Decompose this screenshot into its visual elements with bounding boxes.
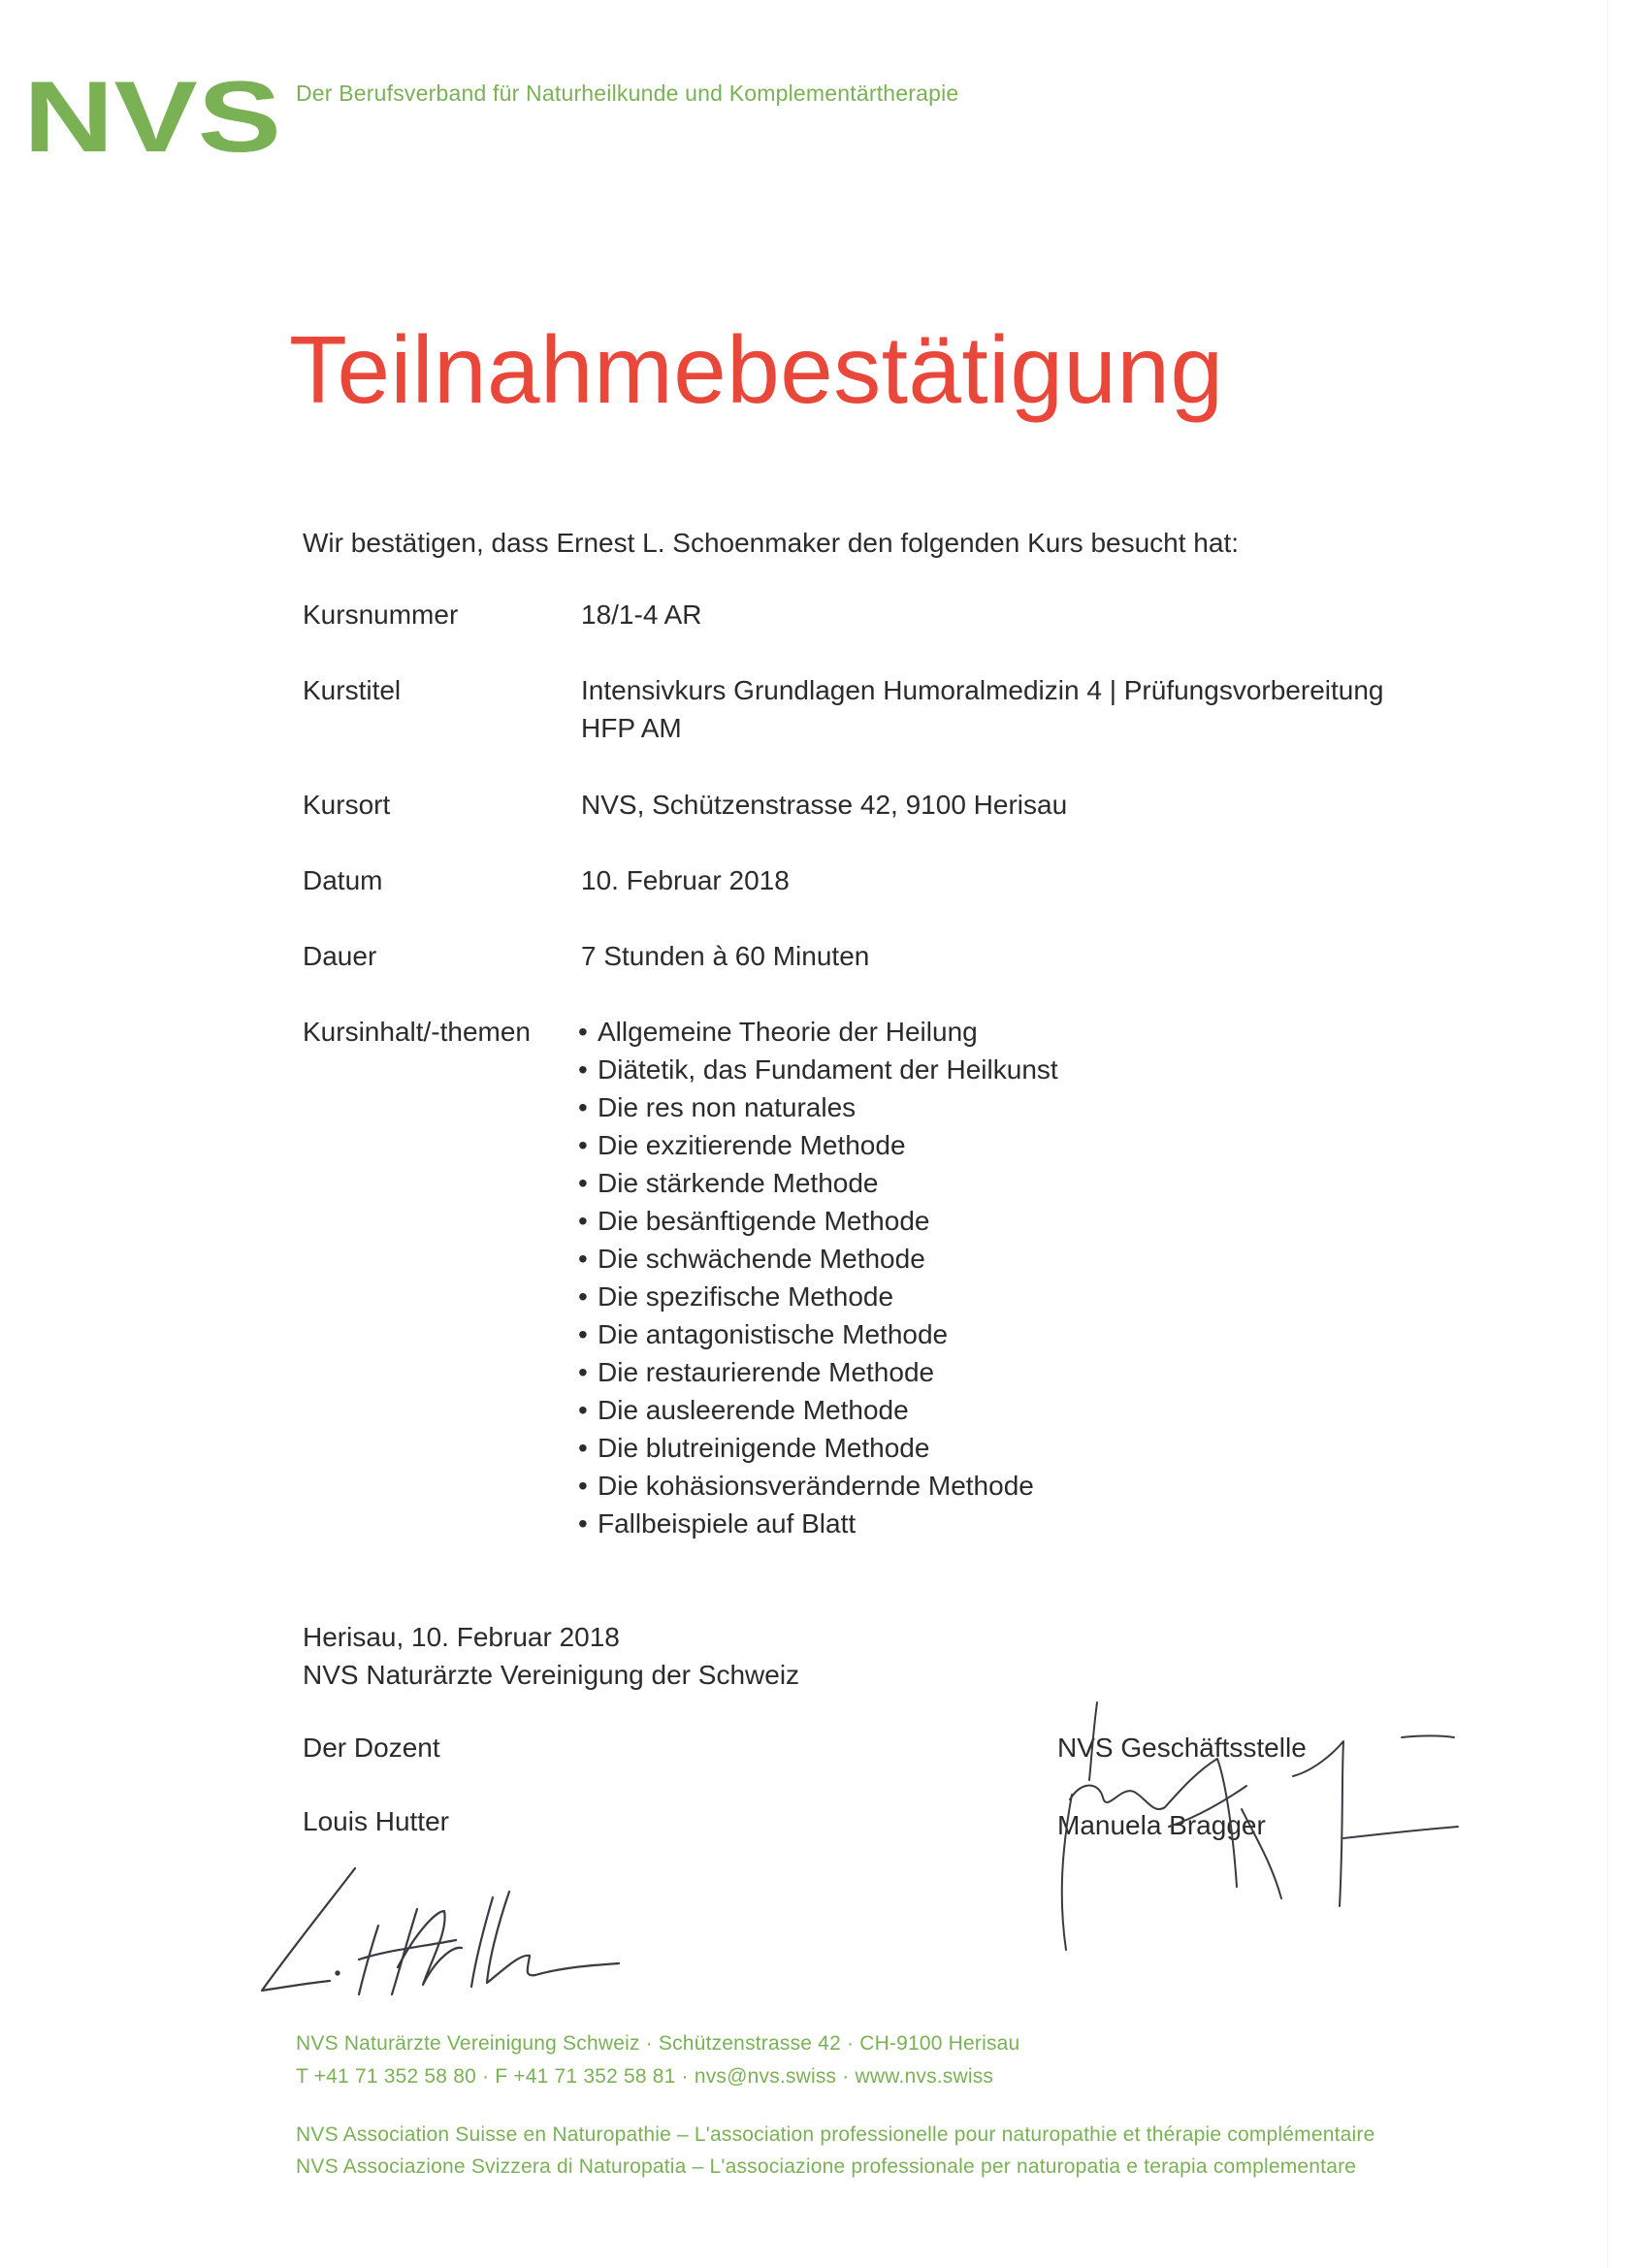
topic-text: Die res non naturales (598, 1092, 857, 1122)
kursnummer-label: Kursnummer (303, 599, 459, 630)
dauer-value: 7 Stunden à 60 Minuten (581, 941, 870, 971)
topic-text: Allgemeine Theorie der Heilung (598, 1017, 978, 1047)
bullet: • (578, 1471, 588, 1501)
list-item (578, 1088, 1058, 1126)
list-item (578, 1202, 1058, 1240)
right-signatory-name: Manuela Bragger (1057, 1810, 1266, 1840)
topic-text: Die schwächende Methode (598, 1244, 925, 1274)
datum-label: Datum (303, 865, 383, 895)
kurstitel-label: Kurstitel (303, 675, 402, 705)
list-item (578, 1051, 1058, 1088)
kurstitel-value-line2: HFP AM (581, 713, 682, 743)
list-item (578, 1240, 1058, 1278)
bullet: • (578, 1168, 588, 1198)
bullet: • (578, 1319, 588, 1349)
nvs-logo (23, 76, 285, 155)
kursort-label: Kursort (303, 790, 391, 820)
place-date: Herisau, 10. Februar 2018 (303, 1622, 620, 1652)
kursnummer-value: 18/1-4 AR (581, 599, 702, 630)
topic-text: Fallbeispiele auf Blatt (598, 1508, 857, 1539)
svg-text:NVS: NVS (23, 76, 281, 155)
closing-block (303, 1618, 799, 1694)
footer-address: NVS Naturärzte Vereinigung Schweiz · Schützenstrasse 42 · CH-9100 Herisau (296, 2032, 1020, 2055)
topic-text: Die antagonistische Methode (598, 1319, 949, 1349)
right-handwritten-signature (1052, 1693, 1470, 1964)
dauer-label: Dauer (303, 941, 377, 971)
kurstitel-value-line1: Intensivkurs Grundlagen Humoralmedizin 4 | Prüfungsvorbereitung (581, 675, 1384, 705)
topic-text: Die spezifische Methode (598, 1281, 894, 1312)
organization-name: NVS Naturärzte Vereinigung der Schweiz (303, 1660, 800, 1690)
right-signatory-role: NVS Geschäftsstelle (1057, 1733, 1307, 1763)
bullet: • (578, 1244, 588, 1274)
scan-edge (1607, 0, 1608, 2268)
list-item (578, 1429, 1058, 1467)
footer-italian: NVS Associazione Svizzera di Naturopatia – L'associazione professionale per naturopatia e terapia complementare (296, 2155, 1357, 2178)
left-signatory-name: Louis Hutter (303, 1806, 449, 1836)
bullet: • (578, 1433, 588, 1463)
list-item (578, 1353, 1058, 1391)
bullet: • (578, 1130, 588, 1160)
intro-text: Wir bestätigen, dass Ernest L. Schoenmaker den folgenden Kurs besucht hat: (303, 528, 1240, 558)
list-item (578, 1164, 1058, 1202)
topic-list (578, 1013, 1058, 1542)
topic-text: Die blutreinigende Methode (598, 1433, 930, 1463)
list-item (578, 1505, 1058, 1542)
bullet: • (578, 1395, 588, 1425)
bullet: • (578, 1508, 588, 1539)
kursinhalt-label: Kursinhalt/-themen (303, 1017, 532, 1047)
topic-text: Die kohäsionsverändernde Methode (598, 1471, 1034, 1501)
bullet: • (578, 1092, 588, 1122)
left-signatory-role: Der Dozent (303, 1733, 440, 1763)
bullet: • (578, 1281, 588, 1312)
bullet: • (578, 1357, 588, 1387)
topic-text: Diätetik, das Fundament der Heilkunst (598, 1054, 1058, 1085)
topic-text: Die besänftigende Methode (598, 1206, 930, 1236)
list-item (578, 1278, 1058, 1315)
list-item (578, 1315, 1058, 1353)
left-handwritten-signature (233, 1853, 640, 2008)
bullet: • (578, 1206, 588, 1236)
bullet: • (578, 1054, 588, 1085)
topic-text: Die exzitierende Methode (598, 1130, 906, 1160)
list-item (578, 1391, 1058, 1429)
list-item (578, 1126, 1058, 1164)
topic-text: Die ausleerende Methode (598, 1395, 909, 1425)
topic-text: Die stärkende Methode (598, 1168, 879, 1198)
list-item (578, 1013, 1058, 1051)
footer-french: NVS Association Suisse en Naturopathie – L'association professionelle pour naturopathie et thérapie complémentaire (296, 2123, 1375, 2146)
datum-value: 10. Februar 2018 (581, 865, 790, 895)
bullet: • (578, 1017, 588, 1047)
footer-contact: T +41 71 352 58 80 · F +41 71 352 58 81 · nvs@nvs.swiss · www.nvs.swiss (296, 2065, 994, 2088)
topic-text: Die restaurierende Methode (598, 1357, 935, 1387)
list-item (578, 1467, 1058, 1505)
kursort-value: NVS, Schützenstrasse 42, 9100 Herisau (581, 790, 1068, 820)
page-title: Teilnahmebestätigung (289, 316, 1224, 423)
header-tagline: Der Berufsverband für Naturheilkunde und Komplementärtherapie (296, 81, 959, 106)
